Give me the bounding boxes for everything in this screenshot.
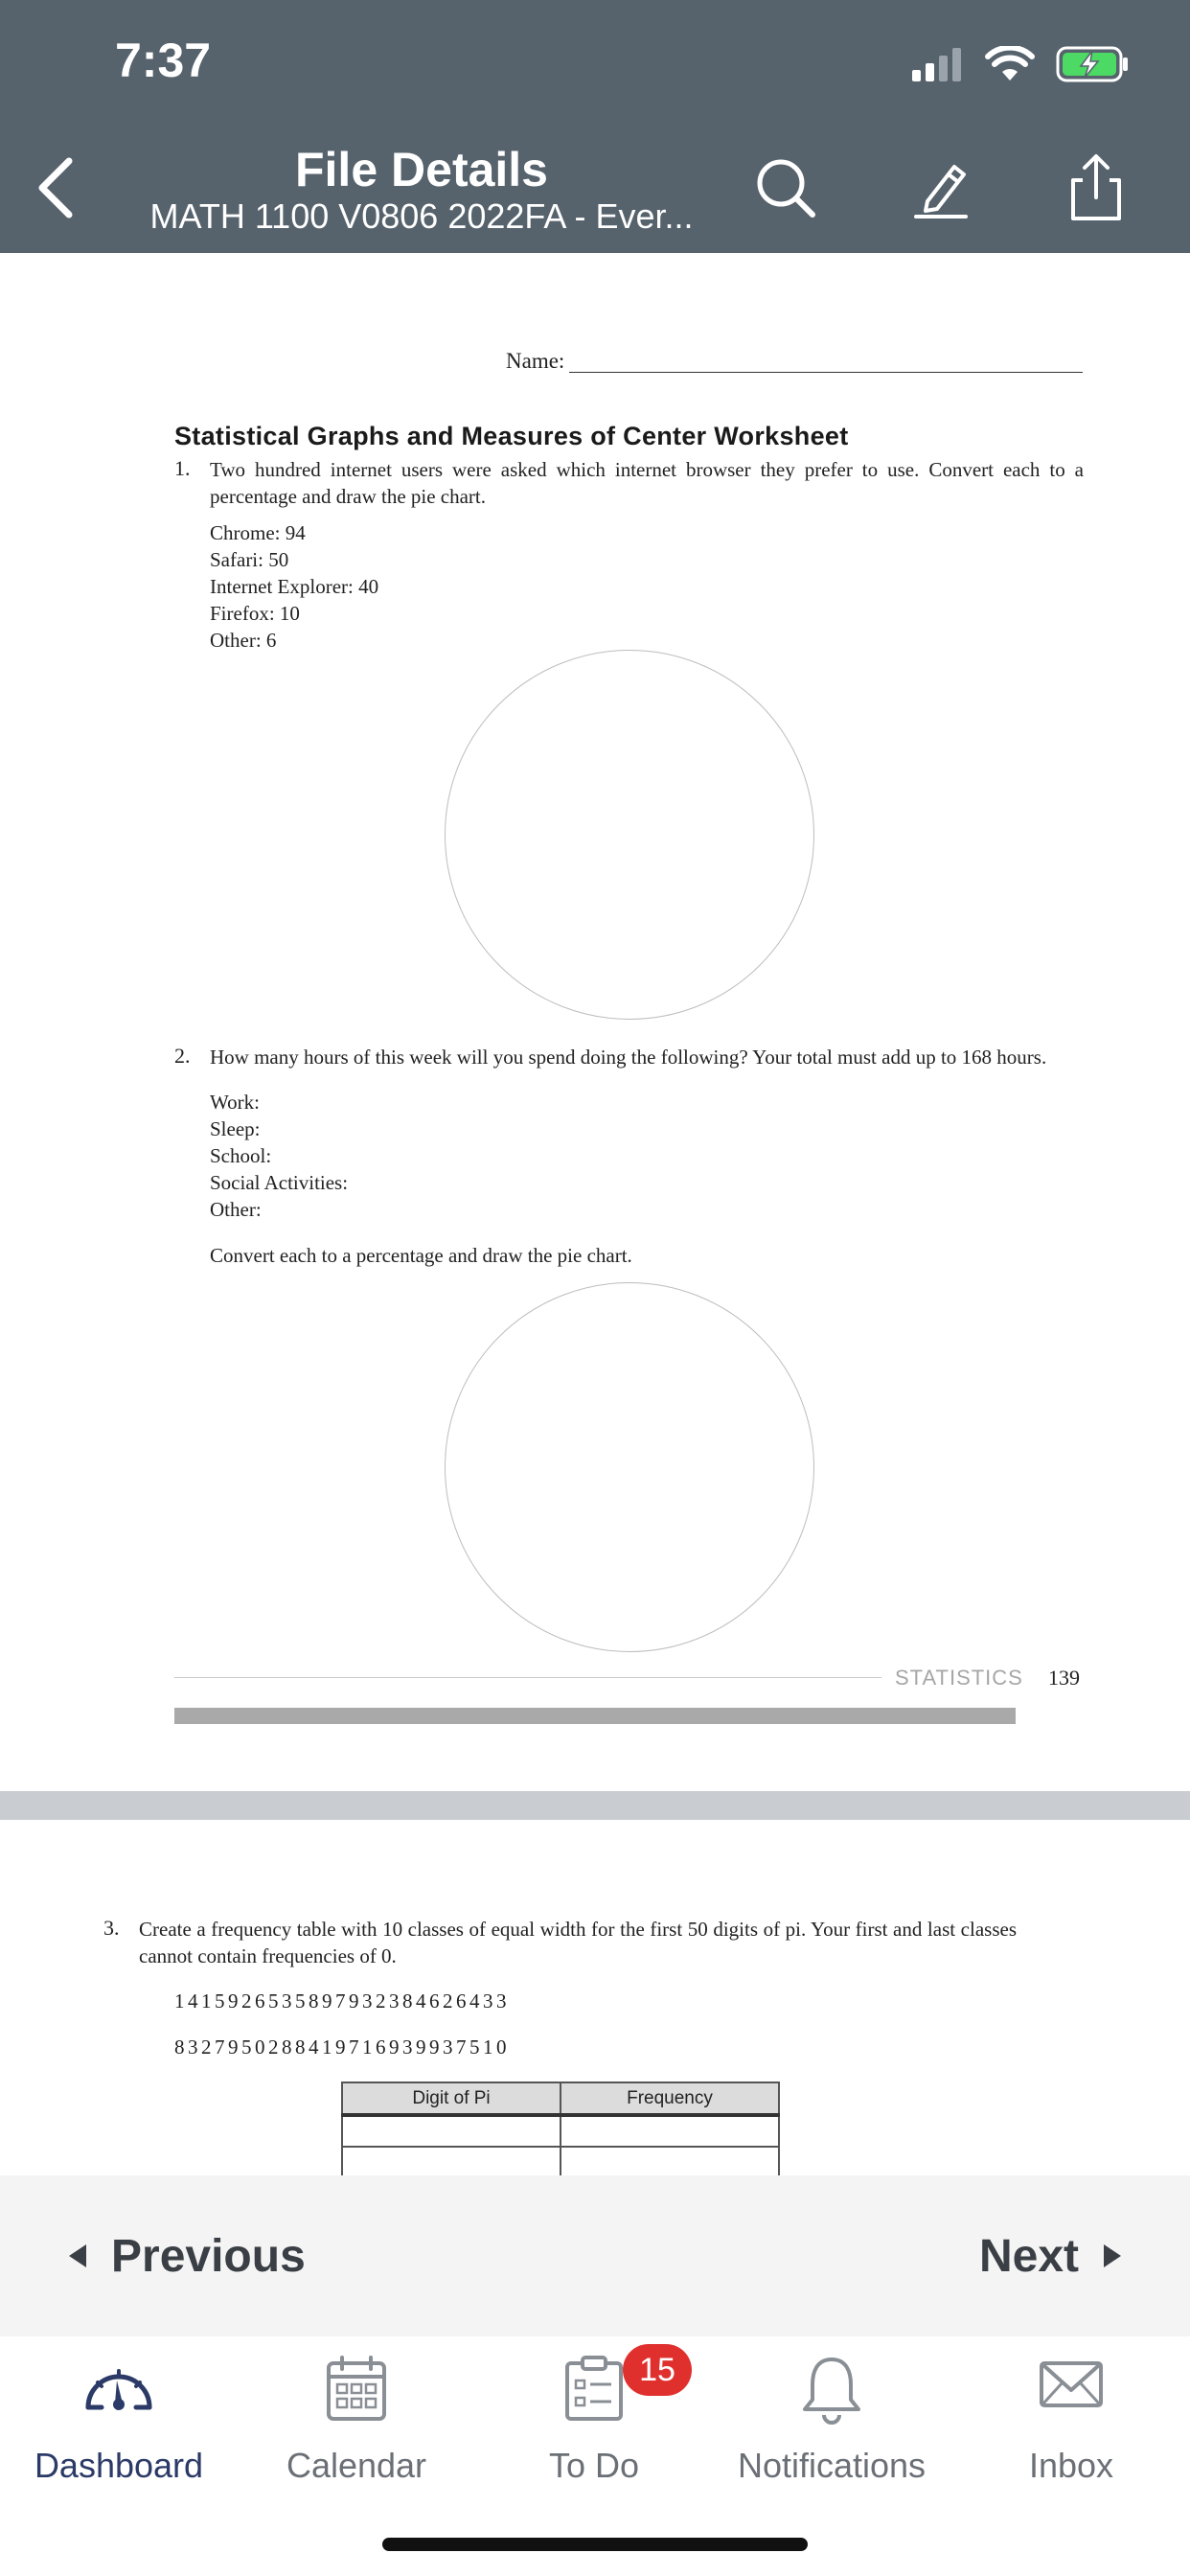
file-name-subtitle: MATH 1100 V0806 2022FA - Ever... xyxy=(149,196,694,236)
q1-number: 1. xyxy=(174,456,191,480)
q1-text: Two hundred internet users were asked which internet browser they prefer to use. Convert each to a percentage and draw the pie chart. xyxy=(210,458,1084,508)
table-header-frequency: Frequency xyxy=(561,2082,779,2115)
tab-label: Dashboard xyxy=(34,2446,204,2485)
q2-item: Other: xyxy=(210,1198,262,1221)
pager-bar xyxy=(0,2175,1190,2336)
tab-label: To Do xyxy=(548,2446,640,2485)
frequency-table xyxy=(341,2082,780,2175)
q1-item: Internet Explorer: 40 xyxy=(210,575,379,598)
todo-icon xyxy=(563,2354,625,2423)
inbox-icon xyxy=(1038,2354,1105,2411)
table-row xyxy=(342,2147,779,2175)
footer-section-label: STATISTICS xyxy=(895,1666,1023,1690)
todo-count-badge: 15 xyxy=(623,2344,692,2396)
q2-text: How many hours of this week will you spend doing the following? Your total must add up to 168 hours. xyxy=(210,1046,1047,1069)
table-row xyxy=(342,2115,779,2147)
search-icon[interactable] xyxy=(751,153,820,222)
bell-icon xyxy=(799,2354,864,2425)
q2-number: 2. xyxy=(174,1044,191,1068)
previous-button[interactable] xyxy=(69,2227,306,2285)
q1-pie-chart-circle xyxy=(445,650,814,1020)
tab-notifications[interactable] xyxy=(713,2336,950,2499)
header xyxy=(0,0,1190,253)
q1-item: Safari: 50 xyxy=(210,548,289,571)
home-indicator[interactable] xyxy=(382,2538,808,2551)
calendar-icon xyxy=(325,2354,388,2423)
tab-inbox[interactable] xyxy=(952,2336,1190,2499)
share-icon[interactable] xyxy=(1062,153,1131,222)
annotate-pen-icon[interactable] xyxy=(906,153,975,222)
next-button[interactable] xyxy=(979,2227,1121,2285)
caret-left-icon xyxy=(69,2244,86,2267)
q2-item: Work: xyxy=(210,1091,260,1114)
battery-charging-icon xyxy=(1056,45,1131,83)
q2-item: Social Activities: xyxy=(210,1171,349,1194)
q3-number: 3. xyxy=(103,1916,120,1940)
q1-item: Firefox: 10 xyxy=(210,602,300,625)
status-time: 7:37 xyxy=(115,34,212,87)
pi-digits-line: 1415926535897932384626433 xyxy=(174,1990,510,2012)
worksheet-title: Statistical Graphs and Measures of Center Worksheet xyxy=(174,422,849,450)
q1-item: Chrome: 94 xyxy=(210,521,306,544)
signal-icon xyxy=(910,47,964,81)
q2-pie-chart-circle xyxy=(445,1282,814,1652)
page-title: File Details xyxy=(295,143,548,196)
dashboard-icon xyxy=(80,2354,157,2421)
name-underline xyxy=(569,372,1083,373)
footer-page-number: 139 xyxy=(1048,1666,1080,1690)
tab-calendar[interactable] xyxy=(238,2336,475,2499)
status-icons xyxy=(910,40,1131,88)
tab-label: Inbox xyxy=(1028,2446,1114,2485)
wifi-icon xyxy=(985,46,1035,82)
tab-label: Calendar xyxy=(286,2446,427,2485)
next-label: Next xyxy=(978,2230,1079,2282)
table-header-digit: Digit of Pi xyxy=(342,2082,561,2115)
pi-digits-line: 8327950288419716939937510 xyxy=(174,2036,510,2058)
document-viewer[interactable] xyxy=(0,253,1190,2175)
tab-dashboard[interactable] xyxy=(0,2336,238,2499)
footer-bar xyxy=(174,1708,1016,1724)
back-button[interactable] xyxy=(27,153,84,222)
tab-label: Notifications xyxy=(737,2446,927,2485)
caret-right-icon xyxy=(1104,2244,1121,2267)
footer-rule xyxy=(174,1677,881,1678)
q2-item: School: xyxy=(210,1144,272,1167)
name-label: Name: xyxy=(506,349,565,373)
q2-item: Sleep: xyxy=(210,1117,261,1140)
q2-instruction: Convert each to a percentage and draw the pie chart. xyxy=(210,1244,632,1267)
page-separator xyxy=(0,1791,1190,1820)
q1-item: Other: 6 xyxy=(210,629,277,652)
q3-text: Create a frequency table with 10 classes of equal width for the first 50 digits of pi. Your first and last classes cannot contain frequencies of 0. xyxy=(139,1918,1017,1967)
previous-label: Previous xyxy=(111,2230,306,2282)
